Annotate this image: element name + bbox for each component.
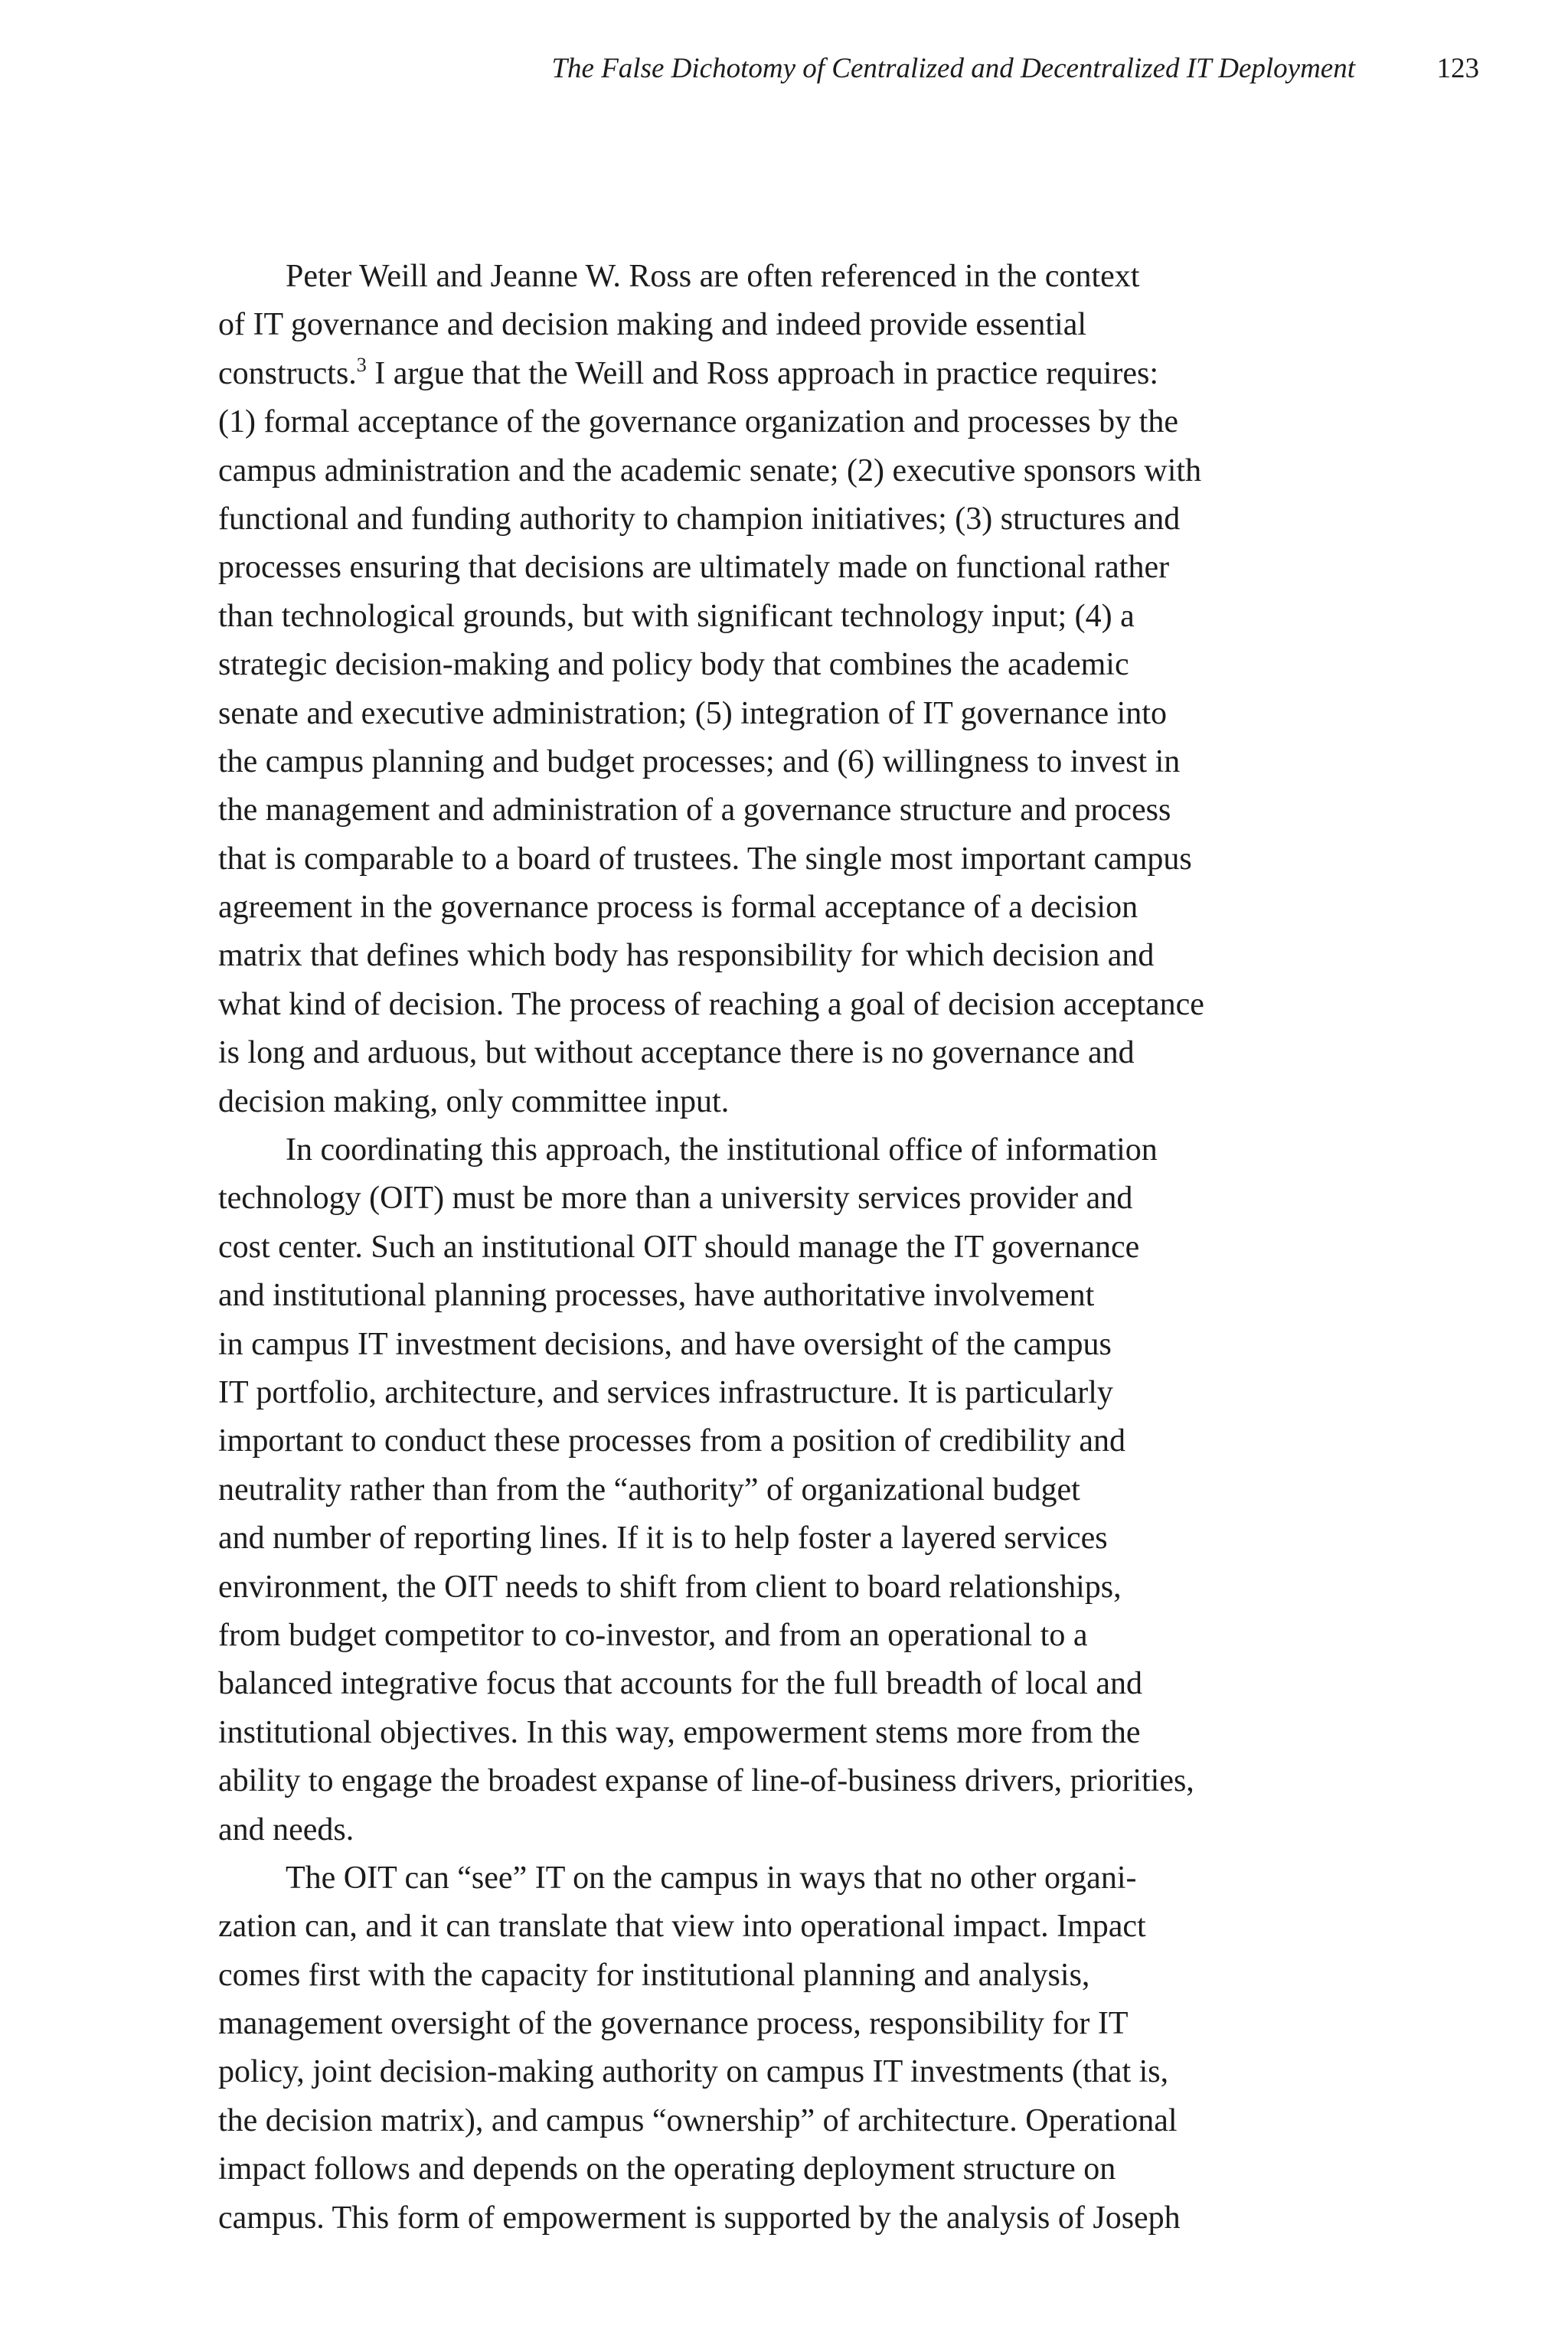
text-line: and needs.	[218, 1811, 354, 1847]
text-line: in campus IT investment decisions, and have oversight of the campus	[218, 1326, 1112, 1362]
body-text	[218, 253, 1351, 2243]
text-line: agreement in the governance process is formal acceptance of a decision	[218, 890, 1138, 926]
page-number: 123	[1436, 53, 1479, 84]
text-line: from budget competitor to co-investor, and from an operational to a	[218, 1617, 1088, 1653]
paragraph-2	[218, 1126, 1351, 1854]
text-line: senate and executive administration; (5) integration of IT governance into	[218, 695, 1167, 731]
text-line: what kind of decision. The process of reaching a goal of decision acceptance	[218, 986, 1204, 1022]
text-line: than technological grounds, but with significant technology input; (4) a	[218, 598, 1135, 634]
text-line: the management and administration of a governance structure and process	[218, 792, 1171, 828]
footnote-marker: 3	[356, 353, 367, 376]
text-line: In coordinating this approach, the institutional office of information	[286, 1132, 1158, 1168]
text-line: important to conduct these processes from a position of credibility and	[218, 1423, 1126, 1459]
text-line: matrix that defines which body has responsibility for which decision and	[218, 938, 1155, 974]
text-line: ability to engage the broadest expanse of line-of-business drivers, priorities,	[218, 1763, 1194, 1799]
running-head-title: The False Dichotomy of Centralized and Decentralized IT Deployment	[551, 53, 1355, 84]
text-line: and institutional planning processes, have authoritative involvement	[218, 1278, 1095, 1314]
text-line: that is comparable to a board of trustees. The single most important campus	[218, 841, 1192, 877]
text-line: functional and funding authority to champion initiatives; (3) structures and	[218, 501, 1181, 537]
text-segment: I argue that the Weill and Ross approach in practice requires:	[366, 355, 1159, 391]
text-line: institutional objectives. In this way, empowerment stems more from the	[218, 1714, 1141, 1750]
text-line: is long and arduous, but without acceptance there is no governance and	[218, 1035, 1135, 1071]
text-line: Peter Weill and Jeanne W. Ross are often referenced in the context	[286, 259, 1140, 294]
text-line: and number of reporting lines. If it is to help foster a layered services	[218, 1521, 1108, 1557]
text-line: of IT governance and decision making and indeed provide essential	[218, 307, 1087, 343]
text-line: technology (OIT) must be more than a university services provider and	[218, 1181, 1133, 1217]
page-header	[0, 46, 1568, 92]
text-line: campus. This form of empowerment is supported by the analysis of Joseph	[218, 2200, 1181, 2236]
text-segment: constructs.	[218, 355, 357, 391]
text-line: The OIT can “see” IT on the campus in ways that no other organi-	[286, 1860, 1137, 1896]
text-line: the campus planning and budget processes; and (6) willingness to invest in	[218, 743, 1181, 779]
text-line: processes ensuring that decisions are ultimately made on functional rather	[218, 550, 1170, 586]
text-line: (1) formal acceptance of the governance organization and processes by the	[218, 404, 1178, 440]
text-line: IT portfolio, architecture, and services infrastructure. It is particularly	[218, 1374, 1113, 1410]
text-line: policy, joint decision-making authority on campus IT investments (that is,	[218, 2054, 1169, 2090]
text-line: management oversight of the governance process, responsibility for IT	[218, 2006, 1129, 2042]
text-line: neutrality rather than from the “authority” of organizational budget	[218, 1472, 1080, 1508]
text-line: cost center. Such an institutional OIT should manage the IT governance	[218, 1229, 1140, 1265]
text-line: balanced integrative focus that accounts for the full breadth of local and	[218, 1666, 1143, 1702]
text-line: impact follows and depends on the operating deployment structure on	[218, 2151, 1116, 2187]
text-line: comes first with the capacity for institutional planning and analysis,	[218, 1957, 1090, 1993]
text-line: decision making, only committee input.	[218, 1083, 730, 1119]
text-line: strategic decision-making and policy body that combines the academic	[218, 647, 1129, 683]
text-line: the decision matrix), and campus “ownership” of architecture. Operational	[218, 2102, 1178, 2138]
paragraph-1	[218, 253, 1351, 1126]
paragraph-3	[218, 1854, 1351, 2243]
text-line: campus administration and the academic senate; (2) executive sponsors with	[218, 452, 1202, 488]
text-line: environment, the OIT needs to shift from client to board relationships,	[218, 1569, 1122, 1605]
text-line: zation can, and it can translate that view into operational impact. Impact	[218, 1909, 1146, 1945]
text-line	[218, 350, 1351, 398]
